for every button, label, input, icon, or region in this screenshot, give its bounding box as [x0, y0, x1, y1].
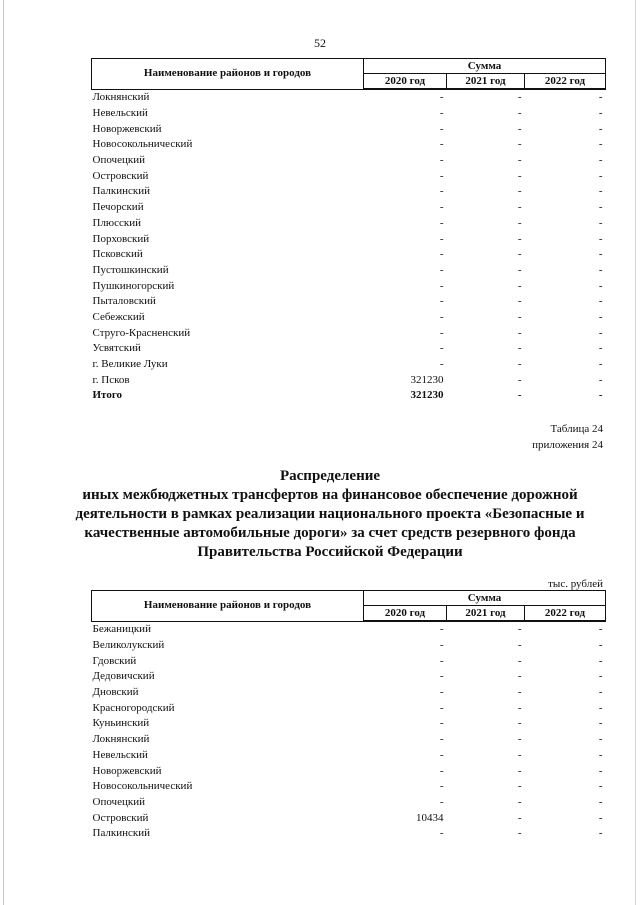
value-2020-cell: -	[439, 686, 444, 699]
district-name-cell: Бежаницкий	[92, 623, 151, 636]
value-2022-cell: -	[598, 342, 603, 355]
value-2022-cell: -	[598, 389, 603, 402]
district-name-cell: Порховский	[92, 232, 150, 245]
value-2021-cell: -	[517, 138, 522, 151]
district-name-cell: г. Великие Луки	[92, 358, 168, 371]
value-2022-cell: -	[598, 216, 603, 229]
district-name-cell: Печорский	[92, 201, 144, 214]
value-2021-cell: -	[517, 748, 522, 761]
table-row	[92, 810, 606, 826]
district-name-cell: Пустошкинский	[92, 263, 169, 276]
value-2020-cell: 321230	[410, 389, 444, 402]
value-2022-cell: -	[598, 122, 603, 135]
value-2022-cell: -	[598, 827, 603, 840]
value-2020-cell: -	[439, 310, 444, 323]
table-2-body	[92, 621, 606, 842]
value-2021-cell: -	[517, 358, 522, 371]
value-2022-cell: -	[598, 733, 603, 746]
value-2022-cell: -	[598, 232, 603, 245]
value-2021-cell: -	[517, 122, 522, 135]
district-name-cell: Новоржевский	[92, 764, 162, 777]
value-2022-cell: -	[598, 279, 603, 292]
district-name-cell: Красногородский	[92, 701, 175, 714]
district-name-cell: Гдовский	[92, 654, 137, 667]
title-line: качественные автомобильные дороги» за счет средств резервного фонда	[84, 525, 576, 541]
title-line: иных межбюджетных трансфертов на финансовое обеспечение дорожной	[82, 487, 578, 503]
district-name-cell: Островский	[92, 811, 149, 824]
table-row	[92, 372, 606, 388]
district-name-cell: Невельский	[92, 748, 148, 761]
value-2022-cell: -	[598, 263, 603, 276]
table-row	[92, 669, 606, 685]
table-1-body	[92, 89, 606, 404]
value-2022-cell: -	[598, 185, 603, 198]
title-line: Правительства Российской Федерации	[197, 544, 463, 560]
district-name-cell: Опочецкий	[92, 795, 145, 808]
district-name-cell: Островский	[92, 169, 149, 182]
table-row	[92, 621, 606, 638]
district-name-cell: Плюсский	[92, 216, 142, 229]
value-2022-cell: -	[598, 248, 603, 261]
district-name-cell: Псковский	[92, 248, 143, 261]
table-caption	[532, 421, 603, 453]
district-name-cell: Дновский	[92, 686, 139, 699]
value-2021-cell: -	[517, 154, 522, 167]
table-row	[92, 748, 606, 764]
table-row	[92, 294, 606, 310]
value-2021-cell: -	[517, 342, 522, 355]
value-2021-cell: -	[517, 811, 522, 824]
value-2022-cell: -	[598, 310, 603, 323]
value-2020-cell: -	[439, 795, 444, 808]
table-row	[92, 168, 606, 184]
column-header-name: Наименование районов и городов	[92, 591, 364, 622]
value-2020-cell: -	[439, 639, 444, 652]
value-2020-cell: -	[439, 185, 444, 198]
value-2022-cell: -	[598, 295, 603, 308]
value-2021-cell: -	[517, 263, 522, 276]
table-total-row	[92, 388, 606, 404]
value-2020-cell: -	[439, 216, 444, 229]
value-2021-cell: -	[517, 701, 522, 714]
value-2022-cell: -	[598, 373, 603, 386]
value-2020-cell: -	[439, 154, 444, 167]
title-line: деятельности в рамках реализации национального проекта «Безопасные и	[75, 506, 585, 522]
value-2020-cell: -	[439, 358, 444, 371]
district-name-cell: Куньинский	[92, 717, 150, 730]
value-2020-cell: -	[439, 780, 444, 793]
table-row	[92, 716, 606, 732]
column-header-name: Наименование районов и городов	[92, 59, 364, 90]
value-2020-cell: 10434	[416, 811, 444, 824]
value-2020-cell: -	[439, 295, 444, 308]
value-2022-cell: -	[598, 639, 603, 652]
value-2021-cell: -	[517, 686, 522, 699]
value-2022-cell: -	[598, 623, 603, 636]
scan-edge-left	[3, 0, 4, 905]
value-2020-cell: -	[439, 623, 444, 636]
value-2020-cell: -	[439, 201, 444, 214]
value-2020-cell: -	[439, 263, 444, 276]
value-2020-cell: -	[439, 138, 444, 151]
value-2021-cell: -	[517, 295, 522, 308]
value-2021-cell: -	[517, 733, 522, 746]
table-row	[92, 263, 606, 279]
column-header-2022: 2022 год	[525, 74, 606, 90]
value-2020-cell: -	[439, 122, 444, 135]
table-row	[92, 106, 606, 122]
value-2021-cell: -	[517, 326, 522, 339]
table-row	[92, 700, 606, 716]
district-name-cell: Усвятский	[92, 342, 141, 355]
table-row	[92, 200, 606, 216]
value-2021-cell: -	[517, 216, 522, 229]
value-2021-cell: -	[517, 232, 522, 245]
appendix-reference: приложения 24	[532, 439, 603, 451]
value-2022-cell: -	[598, 686, 603, 699]
table-row	[92, 184, 606, 200]
value-2022-cell: -	[598, 701, 603, 714]
district-name-cell: Новосокольнический	[92, 138, 193, 151]
table-row	[92, 121, 606, 137]
value-2020-cell: -	[439, 733, 444, 746]
table-row	[92, 231, 606, 247]
district-name-cell: Итого	[92, 389, 123, 402]
value-2022-cell: -	[598, 138, 603, 151]
value-2022-cell: -	[598, 811, 603, 824]
value-2021-cell: -	[517, 389, 522, 402]
value-2020-cell: -	[439, 232, 444, 245]
value-2022-cell: -	[598, 169, 603, 182]
district-name-cell: Пыталовский	[92, 295, 156, 308]
value-2021-cell: -	[517, 654, 522, 667]
district-name-cell: г. Псков	[92, 373, 130, 386]
document-title	[60, 467, 600, 562]
value-2020-cell: -	[439, 342, 444, 355]
value-2021-cell: -	[517, 764, 522, 777]
value-2020-cell: -	[439, 248, 444, 261]
value-2022-cell: -	[598, 91, 603, 104]
table-row	[92, 638, 606, 654]
column-header-sum: Сумма	[364, 59, 606, 74]
table-row	[92, 137, 606, 153]
value-2021-cell: -	[517, 201, 522, 214]
value-2021-cell: -	[517, 780, 522, 793]
district-name-cell: Струго-Красненский	[92, 326, 191, 339]
district-name-cell: Палкинский	[92, 185, 151, 198]
table-row	[92, 732, 606, 748]
value-2021-cell: -	[517, 91, 522, 104]
value-2021-cell: -	[517, 185, 522, 198]
value-2022-cell: -	[598, 717, 603, 730]
column-header-2020: 2020 год	[364, 74, 447, 90]
column-header-2021: 2021 год	[447, 606, 525, 622]
district-name-cell: Новоржевский	[92, 122, 162, 135]
table-2	[91, 590, 606, 842]
table-row	[92, 216, 606, 232]
value-2022-cell: -	[598, 764, 603, 777]
table-1	[91, 58, 606, 404]
value-2022-cell: -	[598, 748, 603, 761]
table-row	[92, 685, 606, 701]
district-name-cell: Опочецкий	[92, 154, 145, 167]
value-2022-cell: -	[598, 154, 603, 167]
district-name-cell: Великолукский	[92, 639, 165, 652]
value-2022-cell: -	[598, 358, 603, 371]
table-row	[92, 89, 606, 106]
value-2022-cell: -	[598, 654, 603, 667]
value-2020-cell: -	[439, 701, 444, 714]
value-2022-cell: -	[598, 326, 603, 339]
units-label: тыс. рублей	[548, 578, 603, 590]
column-header-sum: Сумма	[364, 591, 606, 606]
table-row	[92, 325, 606, 341]
page-number: 52	[314, 36, 326, 50]
district-name-cell: Пушкиногорский	[92, 279, 175, 292]
column-header-2020: 2020 год	[364, 606, 447, 622]
value-2020-cell: -	[439, 326, 444, 339]
table-number: Таблица 24	[550, 423, 603, 435]
value-2020-cell: -	[439, 670, 444, 683]
table-row	[92, 310, 606, 326]
table-row	[92, 247, 606, 263]
value-2020-cell: -	[439, 827, 444, 840]
value-2020-cell: -	[439, 717, 444, 730]
district-name-cell: Новосокольнический	[92, 780, 193, 793]
table-row	[92, 779, 606, 795]
table-row	[92, 341, 606, 357]
district-name-cell: Локнянский	[92, 733, 150, 746]
value-2022-cell: -	[598, 795, 603, 808]
value-2021-cell: -	[517, 827, 522, 840]
value-2021-cell: -	[517, 623, 522, 636]
value-2020-cell: -	[439, 107, 444, 120]
title-line: Распределение	[279, 468, 381, 484]
value-2020-cell: -	[439, 279, 444, 292]
value-2021-cell: -	[517, 279, 522, 292]
district-name-cell: Локнянский	[92, 91, 150, 104]
district-name-cell: Дедовичский	[92, 670, 155, 683]
value-2021-cell: -	[517, 639, 522, 652]
value-2021-cell: -	[517, 670, 522, 683]
value-2021-cell: -	[517, 373, 522, 386]
column-header-2022: 2022 год	[525, 606, 606, 622]
value-2022-cell: -	[598, 201, 603, 214]
value-2020-cell: 321230	[410, 373, 444, 386]
table-row	[92, 357, 606, 373]
table-row	[92, 763, 606, 779]
value-2021-cell: -	[517, 310, 522, 323]
value-2020-cell: -	[439, 91, 444, 104]
column-header-2021: 2021 год	[447, 74, 525, 90]
district-name-cell: Невельский	[92, 107, 148, 120]
value-2021-cell: -	[517, 717, 522, 730]
value-2021-cell: -	[517, 107, 522, 120]
value-2022-cell: -	[598, 670, 603, 683]
district-name-cell: Палкинский	[92, 827, 151, 840]
table-row	[92, 153, 606, 169]
scan-edge-right	[635, 0, 636, 905]
value-2020-cell: -	[439, 654, 444, 667]
value-2021-cell: -	[517, 169, 522, 182]
value-2022-cell: -	[598, 780, 603, 793]
value-2020-cell: -	[439, 169, 444, 182]
value-2021-cell: -	[517, 248, 522, 261]
value-2020-cell: -	[439, 748, 444, 761]
table-row	[92, 826, 606, 842]
value-2022-cell: -	[598, 107, 603, 120]
table-row	[92, 278, 606, 294]
value-2020-cell: -	[439, 764, 444, 777]
value-2021-cell: -	[517, 795, 522, 808]
table-row	[92, 653, 606, 669]
district-name-cell: Себежский	[92, 310, 145, 323]
table-row	[92, 795, 606, 811]
